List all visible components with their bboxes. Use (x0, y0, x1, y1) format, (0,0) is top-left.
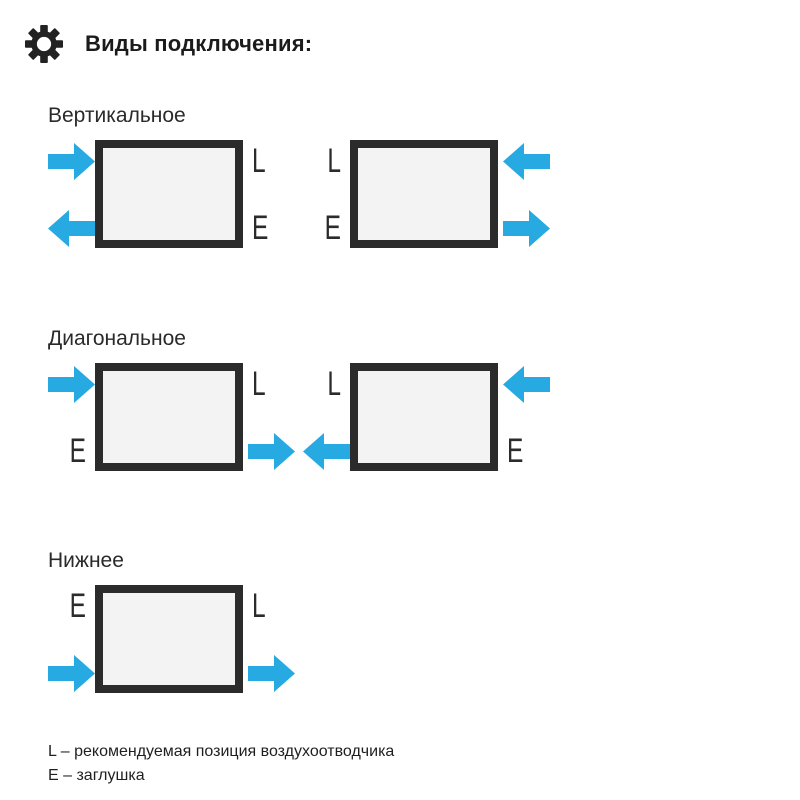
port-label: L (327, 142, 341, 180)
radiator-diagram (301, 140, 601, 248)
flow-arrow-icon (503, 208, 550, 248)
flow-arrow-icon (303, 431, 350, 471)
flow-arrow-icon (48, 364, 95, 404)
port-label: L (327, 365, 341, 403)
port-label: L (252, 587, 266, 625)
port-label: L (252, 142, 266, 180)
diagram-row (0, 585, 640, 693)
radiator-diagram (301, 363, 601, 471)
diagram-row (0, 140, 640, 248)
section-title: Диагональное (48, 327, 186, 350)
flow-arrow-icon (503, 141, 550, 181)
port-label: E (69, 432, 86, 470)
legend-line: L – рекомендуемая позиция воздухоотводчика (48, 743, 395, 760)
diagram-row (0, 363, 640, 471)
flow-arrow-icon (48, 653, 95, 693)
connection-section (0, 326, 640, 506)
port-label: E (69, 587, 86, 625)
flow-arrow-icon (48, 141, 95, 181)
legend-line: E – заглушка (48, 767, 145, 784)
page-title: Виды подключения: (85, 31, 313, 56)
radiator-body (95, 363, 243, 471)
port-label: E (252, 209, 269, 247)
connection-section (0, 103, 640, 283)
section-title: Нижнее (48, 549, 124, 572)
radiator-body (350, 140, 498, 248)
flow-arrow-icon (248, 653, 295, 693)
connection-section (0, 548, 640, 728)
flow-arrow-icon (503, 364, 550, 404)
radiator-body (95, 140, 243, 248)
port-label: E (507, 432, 524, 470)
port-label: E (324, 209, 341, 247)
section-title: Вертикальное (48, 104, 186, 127)
radiator-diagram (46, 585, 346, 693)
legend (48, 740, 394, 788)
port-label: L (252, 365, 266, 403)
radiator-body (350, 363, 498, 471)
flow-arrow-icon (48, 208, 95, 248)
radiator-body (95, 585, 243, 693)
flow-arrow-icon (248, 431, 295, 471)
